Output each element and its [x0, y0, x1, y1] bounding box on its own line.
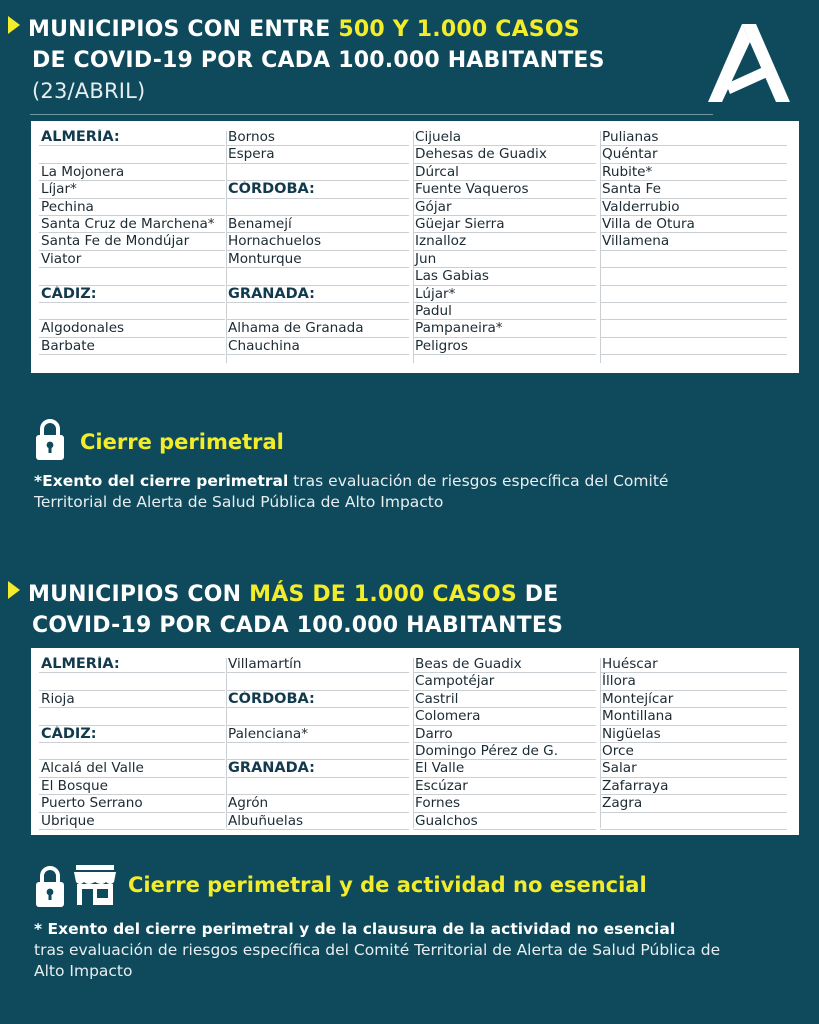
- section1-title: MUNICIPIOS CON ENTRE 500 Y 1.000 CASOS DE COVID-19 POR CADA 100.000 HABITANTES (23/ABRIL): [8, 14, 605, 107]
- province-header: CÁDIZ:: [39, 286, 225, 303]
- municipality-cell: Valderrubio: [600, 199, 787, 216]
- table-column: [226, 656, 409, 830]
- municipality-cell: [226, 743, 409, 760]
- municipality-cell: Ubrique: [39, 813, 225, 830]
- municipality-cell: Rioja: [39, 691, 225, 708]
- province-header: CÓRDOBA:: [226, 181, 409, 198]
- municipality-cell: [39, 146, 225, 163]
- municipality-cell: [39, 743, 225, 760]
- municipality-cell: Palenciana*: [226, 726, 409, 743]
- municipality-cell: [226, 199, 409, 216]
- municipality-cell: Salar: [600, 760, 787, 777]
- municipality-cell: [600, 813, 787, 830]
- municipality-cell: Viator: [39, 251, 225, 268]
- municipality-cell: Albuñuelas: [226, 813, 409, 830]
- municipality-cell: El Valle: [413, 760, 596, 777]
- municipality-cell: Benamejí: [226, 216, 409, 233]
- municipality-cell: [600, 268, 787, 285]
- municipality-cell: Iznalloz: [413, 233, 596, 250]
- municipality-cell: Dúrcal: [413, 164, 596, 181]
- municipalities-table-500-1000: [31, 121, 799, 373]
- section2-title: MUNICIPIOS CON MÁS DE 1.000 CASOS DE COVID-19 POR CADA 100.000 HABITANTES: [8, 579, 563, 641]
- province-header: GRANADA:: [226, 286, 409, 303]
- municipality-cell: Colomera: [413, 708, 596, 725]
- municipality-cell: Villa de Otura: [600, 216, 787, 233]
- municipality-cell: [226, 164, 409, 181]
- municipalities-table-over-1000: [31, 648, 799, 835]
- municipality-cell: Güejar Sierra: [413, 216, 596, 233]
- legend-title: Cierre perimetral y de actividad no esencial: [128, 873, 647, 897]
- province-header: ALMERÍA:: [39, 656, 225, 673]
- municipality-cell: Cijuela: [413, 129, 596, 146]
- triangle-bullet-icon: [8, 581, 20, 599]
- municipality-cell: Alhama de Granada: [226, 320, 409, 337]
- municipality-cell: Pechina: [39, 199, 225, 216]
- municipality-cell: Villamena: [600, 233, 787, 250]
- municipality-cell: Rubite*: [600, 164, 787, 181]
- municipality-cell: Santa Fe de Mondújar: [39, 233, 225, 250]
- municipality-cell: Montillana: [600, 708, 787, 725]
- junta-andalucia-logo-icon: [704, 20, 794, 106]
- municipality-cell: [600, 286, 787, 303]
- municipality-cell: Huéscar: [600, 656, 787, 673]
- table-column: [413, 129, 596, 355]
- municipality-cell: [39, 268, 225, 285]
- municipality-cell: Darro: [413, 726, 596, 743]
- store-icon: [72, 862, 118, 908]
- municipality-cell: Espera: [226, 146, 409, 163]
- table-column: [226, 129, 409, 355]
- table-column: [413, 656, 596, 830]
- municipality-cell: [39, 708, 225, 725]
- municipality-cell: Santa Fe: [600, 181, 787, 198]
- municipality-cell: Jun: [413, 251, 596, 268]
- municipality-cell: Barbate: [39, 338, 225, 355]
- lock-icon: [34, 864, 66, 908]
- municipality-cell: El Bosque: [39, 778, 225, 795]
- municipality-cell: Montejícar: [600, 691, 787, 708]
- table-column: [39, 656, 225, 830]
- table-column: [39, 129, 225, 355]
- municipality-cell: [226, 708, 409, 725]
- exemption-note: * Exento del cierre perimetral y de la clausura de la actividad no esencial tras evaluación de riesgos específica del Comité Territorial de Alerta de Salud Pública de Alto Impacto: [34, 920, 721, 980]
- legend-title: Cierre perimetral: [80, 430, 284, 454]
- municipality-cell: Dehesas de Guadix: [413, 146, 596, 163]
- table-column: [600, 656, 787, 830]
- municipality-cell: [226, 778, 409, 795]
- municipality-cell: Puerto Serrano: [39, 795, 225, 812]
- exemption-note: *Exento del cierre perimetral tras evaluación de riesgos específica del Comité Territorial de Alerta de Salud Pública de Alto Impacto: [34, 472, 669, 511]
- municipality-cell: Peligros: [413, 338, 596, 355]
- municipality-cell: Líjar*: [39, 181, 225, 198]
- municipality-cell: Quéntar: [600, 146, 787, 163]
- municipality-cell: [226, 303, 409, 320]
- municipality-cell: Chauchina: [226, 338, 409, 355]
- municipality-cell: Agrón: [226, 795, 409, 812]
- municipality-cell: Algodonales: [39, 320, 225, 337]
- divider: [30, 114, 713, 115]
- province-header: CÓRDOBA:: [226, 691, 409, 708]
- municipality-cell: Campotéjar: [413, 673, 596, 690]
- municipality-cell: [39, 303, 225, 320]
- triangle-bullet-icon: [8, 16, 20, 34]
- lock-icon: [34, 417, 66, 461]
- municipality-cell: [39, 673, 225, 690]
- municipality-cell: Villamartín: [226, 656, 409, 673]
- municipality-cell: Padul: [413, 303, 596, 320]
- municipality-cell: Hornachuelos: [226, 233, 409, 250]
- municipality-cell: Pulianas: [600, 129, 787, 146]
- municipality-cell: Fuente Vaqueros: [413, 181, 596, 198]
- municipality-cell: Zafarraya: [600, 778, 787, 795]
- municipality-cell: Lújar*: [413, 286, 596, 303]
- municipality-cell: Bornos: [226, 129, 409, 146]
- municipality-cell: Gójar: [413, 199, 596, 216]
- province-header: ALMERÍA:: [39, 129, 225, 146]
- municipality-cell: Nigüelas: [600, 726, 787, 743]
- municipality-cell: [600, 338, 787, 355]
- municipality-cell: Escúzar: [413, 778, 596, 795]
- municipality-cell: Las Gabias: [413, 268, 596, 285]
- municipality-cell: Alcalá del Valle: [39, 760, 225, 777]
- municipality-cell: [226, 268, 409, 285]
- municipality-cell: Fornes: [413, 795, 596, 812]
- municipality-cell: Pampaneira*: [413, 320, 596, 337]
- municipality-cell: Santa Cruz de Marchena*: [39, 216, 225, 233]
- municipality-cell: Gualchos: [413, 813, 596, 830]
- municipality-cell: Orce: [600, 743, 787, 760]
- municipality-cell: Monturque: [226, 251, 409, 268]
- municipality-cell: Íllora: [600, 673, 787, 690]
- date-label: (23/ABRIL): [32, 79, 146, 103]
- municipality-cell: La Mojonera: [39, 164, 225, 181]
- municipality-cell: [600, 320, 787, 337]
- municipality-cell: [226, 673, 409, 690]
- municipality-cell: Zagra: [600, 795, 787, 812]
- province-header: GRANADA:: [226, 760, 409, 777]
- municipality-cell: Domingo Pérez de G.: [413, 743, 596, 760]
- province-header: CÁDIZ:: [39, 726, 225, 743]
- table-column: [600, 129, 787, 355]
- municipality-cell: [600, 303, 787, 320]
- municipality-cell: Castril: [413, 691, 596, 708]
- municipality-cell: Beas de Guadix: [413, 656, 596, 673]
- municipality-cell: [600, 251, 787, 268]
